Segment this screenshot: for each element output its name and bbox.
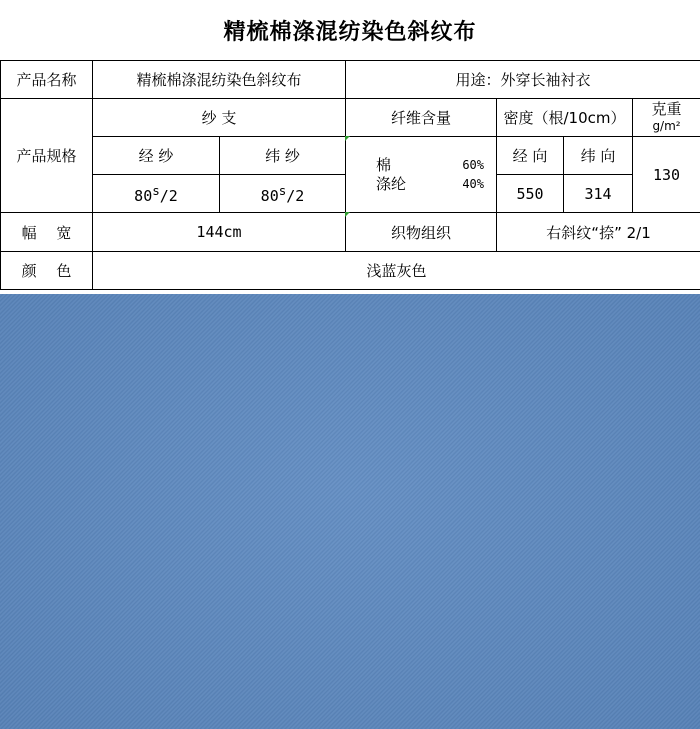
warp-direction-label: 经 向 xyxy=(497,137,564,175)
row-product-name xyxy=(1,61,700,99)
fiber-content-cell xyxy=(346,137,497,213)
fiber-item xyxy=(376,175,484,194)
fiber-percent: 40% xyxy=(462,176,485,191)
gram-label: 克重 xyxy=(651,99,682,118)
comment-marker-icon xyxy=(345,212,350,217)
fiber-label: 纤维含量 xyxy=(346,99,497,137)
weft-count: 80$^s$/2 xyxy=(220,175,346,213)
yarn-count-label: 纱 支 xyxy=(93,99,346,137)
row-width xyxy=(1,213,700,252)
fabric-swatch-image xyxy=(0,294,700,729)
weave-label: 织物组织 xyxy=(346,213,497,252)
row-spec-header xyxy=(1,99,700,137)
warp-density: 550 xyxy=(497,175,564,213)
spec-label: 产品规格 xyxy=(1,99,93,213)
gram-header xyxy=(633,99,700,137)
color-label: 颜 色 xyxy=(1,252,93,290)
color-value: 浅蓝灰色 xyxy=(93,252,700,290)
density-label: 密度（根/10cm） xyxy=(497,99,633,137)
spec-table xyxy=(0,60,700,290)
gram-value: 130 xyxy=(633,137,700,213)
document-title: 精梳棉涤混纺染色斜纹布 xyxy=(223,19,477,45)
product-name-label: 产品名称 xyxy=(1,61,93,99)
weave-value: 右斜纹“捺” 2/1 xyxy=(497,213,700,252)
fiber-name: 棉 xyxy=(376,155,392,174)
width-value: 144cm xyxy=(93,213,346,252)
warp-label: 经 纱 xyxy=(93,137,220,175)
gram-unit: g/m² xyxy=(652,118,681,133)
product-name-value: 精梳棉涤混纺染色斜纹布 xyxy=(93,61,346,99)
fiber-percent: 60% xyxy=(462,157,485,172)
weft-label: 纬 纱 xyxy=(220,137,346,175)
weft-direction-label: 纬 向 xyxy=(564,137,633,175)
comment-marker-icon xyxy=(345,136,350,141)
row-warp-weft-labels xyxy=(1,137,700,175)
row-color xyxy=(1,252,700,290)
weft-density: 314 xyxy=(564,175,633,213)
width-label: 幅 宽 xyxy=(1,213,93,252)
fiber-item xyxy=(376,156,484,175)
usage-value: 用途：外穿长袖衬衣 xyxy=(346,61,700,99)
fiber-name: 涤纶 xyxy=(376,174,407,193)
warp-count: 80$^s$/2 xyxy=(93,175,220,213)
